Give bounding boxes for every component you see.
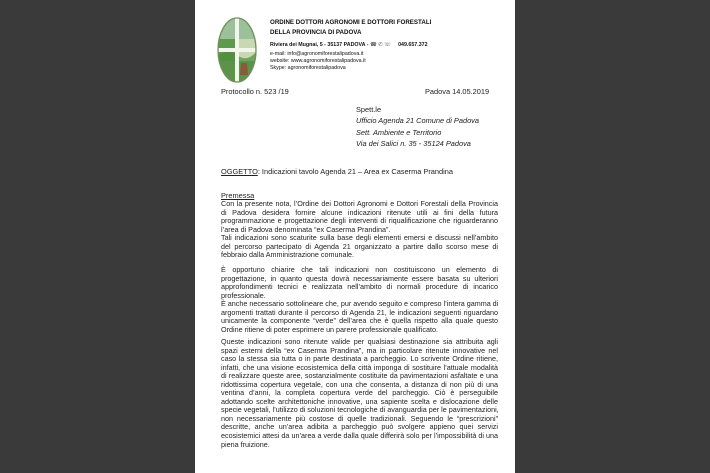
paragraph-line: professionale. [221,290,266,300]
paragraph-line: caso la stessa sia tutta o in parte destinata a parcheggio. Lo scrivente Ordine ritiene, [221,354,498,364]
paragraph-line: argomenti trattati durante il percorso di Agenda 21, le indicazioni seguenti riguardano [221,307,498,317]
org-name-line2: DELLA PROVINCIA DI PADOVA [270,29,362,36]
paragraph-line: spazi esterni della “ex Caserma Prandina”, ma in particolare ritenute innovative nel [221,345,498,355]
org-skype: Skype: agronomiforestalipadova [270,65,346,71]
protocol-number: Protocollo n. 523 /19 [221,87,289,96]
order-logo [217,17,257,83]
paragraph-line: Con la presente nota, l’Ordine dei Dottori Agronomi e Dottori Forestali della Provincia [221,199,498,208]
paragraph-line: unicamente la componente “verde” dell’area che è quella rispetto alla quale questo [221,316,498,326]
recipient-salutation: Spett.le [356,105,382,114]
letter-page [195,0,515,473]
recipient-address: Via dei Salici n. 35 - 35124 Padova [356,139,471,148]
paragraph-line: l’area di Padova denominata “ex Caserma Prandina”. [221,224,391,234]
paragraph-line: ventina d’anni, la completa copertura verde del parcheggio. Ciò è perseguibile [221,388,498,398]
paragraph-line: non necessariamente più costose di quelle tradizionali. Seguendo le “prescrizioni” [221,413,498,423]
subject-label: OGGETTO [221,167,258,176]
paragraph-line: infatti, che una visione ecosistemica della città imponga di sostituire l’attuale modalità [221,362,498,372]
paragraph-line: di realizzare queste aree, sostanzialmente costituite da pavimentazioni asfaltate e una [221,371,498,381]
paragraph-line: descritte, anche un’area adibita a parcheggio può svolgere appieno quei servizi [221,422,498,432]
subject-text: : Indicazioni tavolo Agenda 21 – Area ex Caserma Prandina [257,167,453,176]
paragraph-line: di Padova desidera fornire alcune indicazioni ritenute utili ai fini della futura [221,207,498,217]
org-address-row [270,42,428,49]
recipient-sector: Sett. Ambiente e Territorio [356,128,442,137]
org-email: e-mail: info@agronomiforestalipadova.it [270,51,364,57]
paragraph-line: È anche necessario sottolineare che, pur avendo seguito e compreso l’intera gamma di [221,299,499,309]
org-website: website: www.agronomiforestalipadova.it [270,58,366,64]
subject-line [221,168,453,177]
paragraph-line: adottando scelte architettoniche innovative, una sapiente scelta e dislocazione delle [221,396,498,406]
paragraph-line: ecosistemici attesi da un’area a verde dalla quale differirà solo per l’impossibilità di una [221,431,498,441]
paragraph-line: del percorso partecipato di Agenda 21 organizzato a partire dallo scorso mese di [221,241,498,251]
paragraph-line: approfondimenti tecnici e realizzata nell’ambito di normali procedure di incarico [221,282,498,292]
paragraph-line: progettazione, in quanto questa dovrà necessariamente essere basata su ulteriori [221,273,498,283]
paragraph-line: Tali indicazioni sono scaturite sulla base degli elementi emersi e discussi nell’ambito [221,233,498,243]
paragraph-clarification [221,266,498,334]
phone-icon: ☎ ✆ ☏ [370,42,391,48]
paragraph-intro [221,200,498,260]
paragraph-line: ridottissima copertura vegetale, con una che consenta, a distanza di non più di una [221,379,498,389]
paragraph-line: Queste indicazioni sono ritenute valide per qualsiasi destinazione sia attribuita agli [221,337,498,346]
recipient-office: Ufficio Agenda 21 Comune di Padova [356,116,479,125]
org-phone: 049.657.372 [398,42,428,48]
place-date: Padova 14.05.2019 [425,87,490,96]
paragraph-line: È opportuno chiarire che tali indicazioni non costituiscono un elemento di [221,265,498,274]
paragraph-line: piena fruizione. [221,439,270,449]
org-address: Riviera dei Mugnai, 5 - 35137 PADOVA - [270,42,369,48]
paragraph-line: programmazione e progettazione degli interventi di riqualificazione che riguarderanno [221,216,498,226]
paragraph-line: febbraio dalla Amministrazione comunale. [221,250,355,260]
org-name-line1: ORDINE DOTTORI AGRONOMI E DOTTORI FORESTALI [270,19,432,26]
premessa-heading: Premessa [221,191,255,200]
paragraph-parking-proposal [221,338,498,449]
paragraph-line: specie vegetali, l’utilizzo di soluzioni tecnologiche di avanguardia per le pavimentazioni, [221,405,499,415]
paragraph-line: Ordine ritiene di poter esprimere un parere professionale qualificato. [221,324,438,334]
